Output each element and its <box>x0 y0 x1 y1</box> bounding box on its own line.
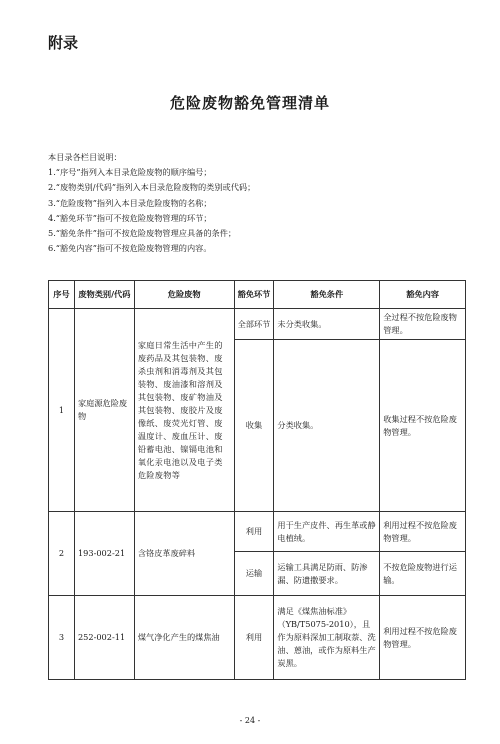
cell-category: 252-002-11 <box>74 596 134 680</box>
cell-content: 利用过程不按危险废物管理。 <box>380 512 466 552</box>
table-row <box>49 596 466 680</box>
cell-category: 193-002-21 <box>74 512 134 596</box>
note-item: 3.“危险废物”指列入本目录危险废物的名称； <box>48 197 212 208</box>
note-item: 2.“废物类别/代码”指列入本目录危险废物的类别或代码； <box>48 182 256 193</box>
column-notes <box>48 150 255 256</box>
header-seq: 序号 <box>49 281 75 309</box>
cell-condition: 分类收集。 <box>274 340 380 512</box>
cell-content: 不按危险废物进行运输。 <box>380 552 466 596</box>
cell-waste: 煤气净化产生的煤焦油 <box>134 596 234 680</box>
cell-condition: 用于生产皮件、再生革或静电植绒。 <box>274 512 380 552</box>
cell-condition: 未分类收集。 <box>274 309 380 340</box>
header-waste: 危险废物 <box>134 281 234 309</box>
note-item: 4.“豁免环节”指可不按危险废物管理的环节； <box>48 212 212 223</box>
note-item: 6.“豁免内容”指可不按危险废物管理的内容。 <box>48 243 212 254</box>
cell-waste: 家庭日常生活中产生的废药品及其包装物、废杀虫剂和消毒剂及其包装物、废油漆和溶剂及其包装物、废矿物油及其包装物、废胶片及废像纸、废荧光灯管、废温度计、废血压计、废铅蓄电池、镍镉电池和氧化汞电池以及电子类危险废物等 <box>134 309 234 512</box>
cell-content: 利用过程不按危险废物管理。 <box>380 596 466 680</box>
cell-stage: 运输 <box>234 552 274 596</box>
note-item: 5.“豁免条件”指可不按危险废物管理应具备的条件； <box>48 228 237 239</box>
exemption-table <box>48 280 466 680</box>
cell-content: 收集过程不按危险废物管理。 <box>380 340 466 512</box>
document-title: 危险废物豁免管理清单 <box>169 94 330 112</box>
table-header-row <box>49 281 466 309</box>
cell-content: 全过程不按危险废物管理。 <box>380 309 466 340</box>
note-item: 1.“序号”指列入本目录危险废物的顺序编号； <box>48 167 212 178</box>
page-number: - 24 - <box>239 716 261 725</box>
table-row <box>49 512 466 552</box>
table-row <box>49 309 466 340</box>
notes-intro: 本目录各栏目说明： <box>48 152 122 162</box>
header-category: 废物类别/代码 <box>74 281 134 309</box>
cell-condition: 运输工具满足防雨、防渗漏、防遗撒要求。 <box>274 552 380 596</box>
cell-seq: 3 <box>49 596 75 680</box>
cell-stage: 利用 <box>234 596 274 680</box>
cell-category: 家庭源危险废物 <box>74 309 134 512</box>
header-stage: 豁免环节 <box>234 281 274 309</box>
cell-waste: 含铬皮革废碎料 <box>134 512 234 596</box>
header-condition: 豁免条件 <box>274 281 380 309</box>
cell-condition: 满足《煤焦油标准》（YB/T5075-2010），且作为原料深加工制取萘、洗油、蒽油，或作为原料生产炭黑。 <box>274 596 380 680</box>
cell-stage: 利用 <box>234 512 274 552</box>
appendix-heading: 附录 <box>48 34 79 52</box>
cell-seq: 1 <box>49 309 75 512</box>
cell-stage: 全部环节 <box>234 309 274 340</box>
cell-stage: 收集 <box>234 340 274 512</box>
cell-seq: 2 <box>49 512 75 596</box>
header-content: 豁免内容 <box>380 281 466 309</box>
